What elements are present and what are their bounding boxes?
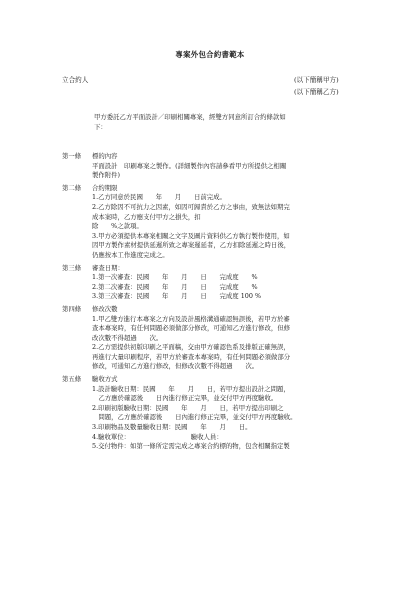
article-label: 第四條 (62, 304, 82, 313)
article-body (92, 375, 362, 452)
article-heading: 審查日期： (92, 263, 124, 272)
article-line: 5.交付物件：如第一條所定需完成之專案合約標的物，包含相關指定製 (92, 442, 290, 451)
article-line: 2.印刷初版驗收日期：民國 年 月 日，若甲方提出印刷之 (92, 403, 284, 412)
party-a-alias: (以下簡稱甲方) (294, 76, 339, 84)
article-line: 除 %之款項。 (92, 222, 143, 231)
article-5 (62, 375, 362, 452)
article-line: 4.驗收單位： 驗收人員： (92, 432, 223, 441)
intro-line: 下： (94, 122, 107, 131)
article-line: 修改，可通知乙方進行修改，但修改次數不得超過 次。 (92, 362, 259, 371)
article-line: 成本案時，乙方應支付甲方之損失，扣 (92, 212, 201, 221)
article-2 (62, 184, 362, 261)
party-label: 立合約人 (62, 76, 89, 84)
article-line: 仍應按本工作進度完成之。 (92, 250, 169, 259)
article-label: 第三條 (62, 263, 82, 272)
article-line: 1.設計驗收日期：民國 年 月 日，若甲方提出設計之問題， (92, 384, 290, 393)
article-line: 製作附件) (92, 171, 121, 180)
article-line: 改次數不得超過 次。 (92, 333, 163, 342)
article-line: 2.乙方除因不可抗力之因素，如因可歸責於乙方之事由，致無法如期完 (92, 202, 290, 211)
article-body (92, 305, 362, 372)
intro-paragraph (94, 113, 356, 132)
intro-line: 甲方委託乙方平面設計／印刷相關專案，經雙方同意所訂合約條款如 (94, 113, 286, 121)
document-title: 專案外包合約書範本 (175, 50, 245, 59)
article-4 (62, 305, 362, 372)
article-label: 第一條 (62, 152, 82, 160)
article-line: 2.乙方需提供初版印刷之平面稿，交由甲方確認色系及排版正確無誤， (92, 343, 290, 352)
article-heading: 修改次數 (92, 304, 118, 313)
article-body (92, 152, 362, 181)
article-line: 1.甲乙雙方進行本專案之方向及設計風格溝通確認無誤後，若甲方於審 (92, 314, 290, 323)
article-line: 1.乙方同意於民國 年 月 日前完成。 (92, 193, 226, 202)
article-body (92, 184, 362, 261)
articles-list (62, 152, 362, 452)
article-heading: 驗收方式 (92, 375, 118, 384)
article-label: 第二條 (62, 183, 82, 192)
article-line: 1.第一次審查：民國 年 月 日 完成度 % (92, 273, 258, 282)
article-line: 再進行大量印刷程序，若甲方於審查本專案時，有任何問題必須做部分 (92, 352, 291, 361)
article-label: 第五條 (62, 375, 82, 384)
article-line: 2.第二次審查：民國 年 月 日 完成度 % (92, 282, 258, 291)
article-line: 查本專案時，有任何問題必須做部分修改，可通知乙方進行修改，但修 (92, 324, 291, 333)
article-line: 因甲方製作素材提供延遲所致之專案遲延者，乙方扣除延遲之時日後， (92, 241, 291, 250)
article-1 (62, 152, 362, 181)
article-3 (62, 264, 362, 302)
article-line: 3.第三次審查：民國 年 月 日 完成度 100 % (92, 292, 262, 301)
party-b-alias: (以下簡稱乙方) (294, 88, 339, 96)
article-heading: 合約期限 (92, 183, 118, 192)
article-body (92, 264, 362, 302)
article-line: 3.印刷物品及數量驗收日期：民國 年 月 日。 (92, 423, 252, 432)
article-line: 乙方應於確認後 日內進行修正完畢，並交付甲方再度驗收。 (92, 394, 278, 403)
article-heading: 標的內容 (92, 152, 118, 160)
article-line: 問題，乙方應於確認後 日內進行修正完畢，並交付甲方再度驗收。 (92, 413, 297, 422)
article-line: 3.甲方必須提供本專案相關之文字及圖片資料供乙方執行製作使用，如 (92, 231, 290, 240)
article-line: 平面設計 印刷專案之製作。(詳細製作內容請參看甲方所提供之相關 (92, 161, 287, 170)
